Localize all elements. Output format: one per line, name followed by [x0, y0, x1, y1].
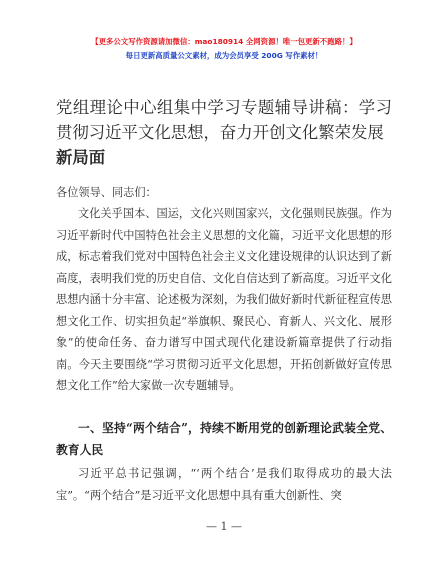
promo-banner-line-1: 【更多公文写作资源请加微信：mao180914 全网资源！唯一包更新不跑路！】	[91, 37, 357, 46]
page-number: — 1 —	[206, 520, 242, 533]
greeting: 各位领导、同志们：	[56, 186, 157, 199]
title-line-3: 新局面	[56, 148, 106, 167]
document-title	[56, 95, 392, 170]
title-line-2: 贯彻习近平文化思想，奋力开创文化繁荣发展	[56, 123, 384, 142]
section-heading-1: 一、坚持“两个结合”，持续不断用党的创新理论武装全党、教育人民	[56, 421, 392, 457]
promo-banner-line-2: 每日更新高质量公文素材，成为会员享受 200G 写作素材！	[125, 51, 323, 60]
title-line-1: 党组理论中心组集中学习专题辅导讲稿：学习	[56, 98, 392, 117]
body-paragraph-1: 文化关乎国本、国运，文化兴则国家兴，文化强则民族强。作为习近平新时代中国特色社会主义思想的文化篇，习近平文化思想的形成，标志着我们党对中国特色社会主义文化建设规律的认识达到了新高度，表明我们党的历史自信、文化自信达到了新高度。习近平文化思想内涵十分丰富、论述极为深刻，为我们做好新时代新征程宣传思想文化工作、切实担负起“举旗帜、聚民心、育新人、兴文化、展形象”的使命任务、奋力谱写中国式现代化建设新篇章提供了行动指南。今天主要围绕“学习贯彻习近平文化思想，开拓创新做好宣传思想文化工作”给大家做一次专题辅导。	[56, 207, 392, 392]
body-paragraph-2: 习近平总书记强调，“‘两个结合’是我们取得成功的最大法宝”。“两个结合”是习近平文化思想中具有重大创新性、突	[56, 467, 392, 502]
